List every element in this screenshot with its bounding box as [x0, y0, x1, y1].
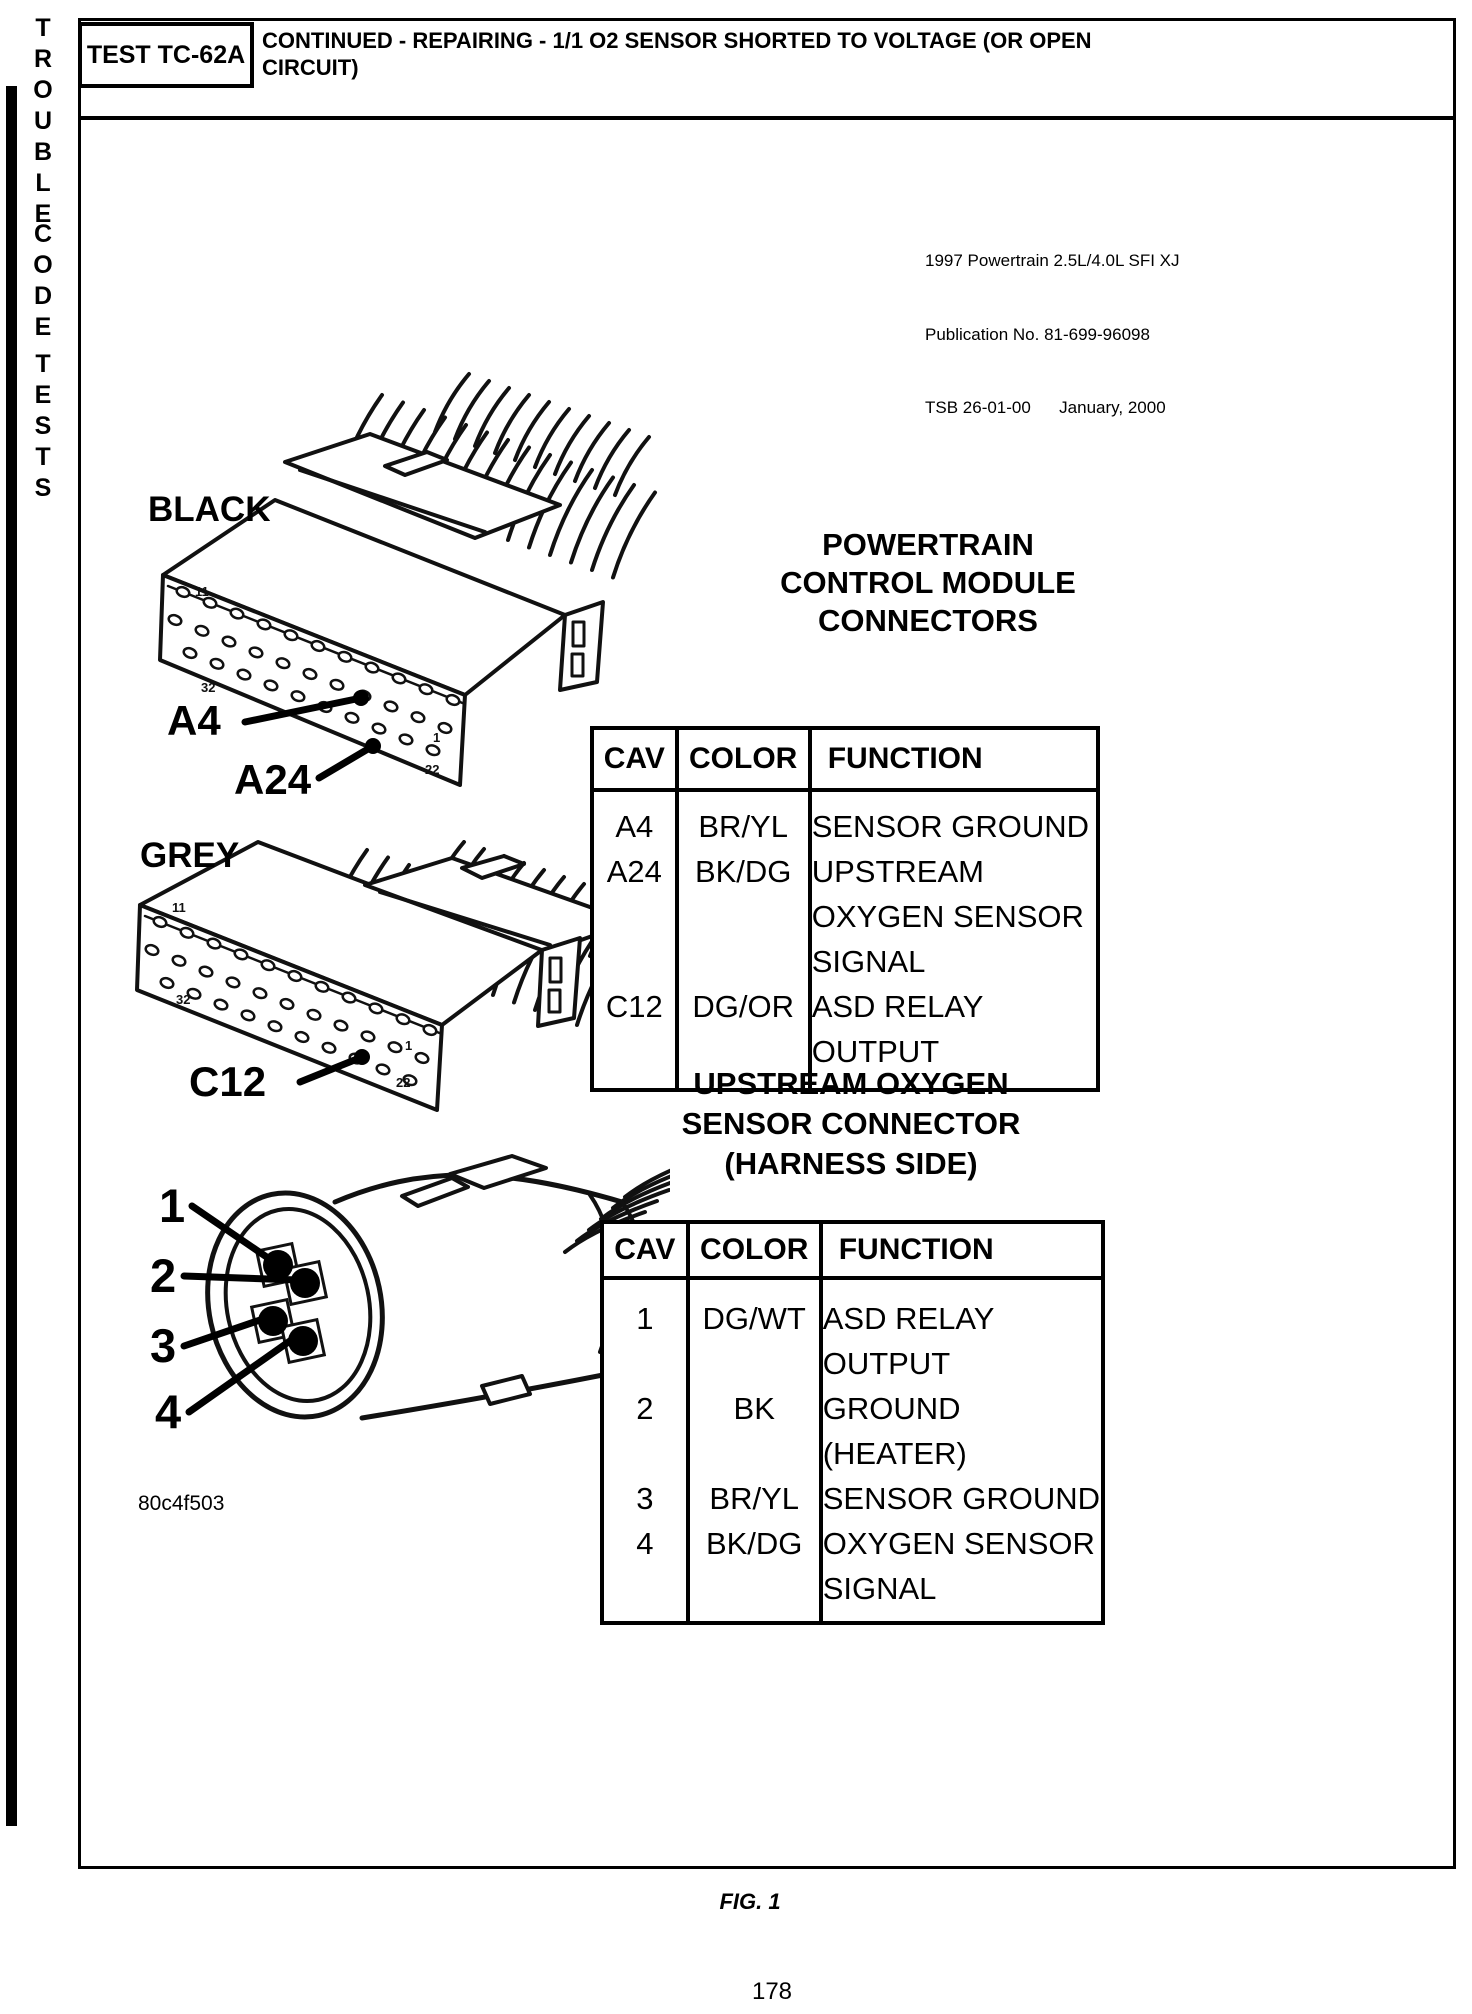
binding-bar	[6, 86, 17, 1826]
table-row	[602, 1476, 1103, 1521]
o2-pin3-label: 3	[150, 1319, 177, 1372]
black-pin-number-bl: 32	[201, 680, 216, 695]
publication-info	[925, 200, 1180, 470]
header-cav: CAV	[602, 1222, 688, 1278]
cell-color: BR/YL	[688, 1476, 821, 1521]
cell-color: BR/YL	[677, 790, 810, 849]
cell-function: ASD RELAY OUTPUT	[810, 984, 1098, 1090]
black-connector-label: BLACK	[148, 490, 271, 529]
header-cav: CAV	[592, 728, 677, 790]
page-title: CONTINUED - REPAIRING - 1/1 O2 SENSOR SHORTED TO VOLTAGE (OR OPEN CIRCUIT)	[262, 28, 1092, 80]
header-divider	[78, 116, 1453, 120]
figure-caption: FIG. 1	[719, 1889, 781, 1914]
table-row	[592, 790, 1098, 849]
cell-function: OXYGEN SENSOR SIGNAL	[821, 1521, 1103, 1623]
cell-color: DG/OR	[677, 984, 810, 1090]
cell-cav: A24	[592, 849, 677, 984]
cell-cav: 3	[602, 1476, 688, 1521]
cell-cav: 1	[602, 1278, 688, 1386]
sidebar-word-code: CODE	[29, 220, 57, 344]
cell-cav: 4	[602, 1521, 688, 1623]
sidebar-word-trouble: TROUBLE	[29, 14, 57, 231]
cell-function: SENSOR GROUND	[810, 790, 1098, 849]
header-color: COLOR	[688, 1222, 821, 1278]
leader-a24	[319, 746, 373, 778]
black-pin-number-tl: 11	[195, 584, 209, 599]
connector-bottom-tab	[482, 1376, 530, 1404]
publication-line: TSB 26-01-00 January, 2000	[925, 398, 1166, 417]
o2-sensor-connector-diagram	[150, 1140, 670, 1480]
cell-function: UPSTREAM OXYGEN SENSOR SIGNAL	[810, 849, 1098, 984]
o2-pin1-label: 1	[159, 1179, 186, 1232]
cell-color: BK	[688, 1386, 821, 1476]
table-row	[602, 1386, 1103, 1476]
cell-cav: C12	[592, 984, 677, 1090]
o2-pin2-label: 2	[150, 1249, 177, 1302]
header-function: FUNCTION	[821, 1222, 1103, 1278]
cell-function: SENSOR GROUND	[821, 1476, 1103, 1521]
publication-line: 1997 Powertrain 2.5L/4.0L SFI XJ	[925, 251, 1180, 270]
o2-pin4-label: 4	[155, 1385, 182, 1438]
cell-function: GROUND (HEATER)	[821, 1386, 1103, 1476]
black-pin-number-r2: 22	[425, 762, 440, 777]
sidebar-word-tests: TESTS	[29, 350, 57, 505]
table-row	[602, 1521, 1103, 1623]
table-row	[592, 849, 1098, 984]
page-number: 178	[751, 1978, 793, 2005]
grey-pin-number-r2: 22	[396, 1075, 411, 1090]
connector-bracket	[402, 1178, 468, 1206]
table-header-row	[592, 728, 1098, 790]
cell-cav: A4	[592, 790, 677, 849]
header-function: FUNCTION	[810, 728, 1098, 790]
pin-a4-label: A4	[167, 697, 221, 744]
grey-connector-label: GREY	[140, 836, 240, 875]
grey-pin-number-tl: 11	[172, 900, 186, 915]
publication-line: Publication No. 81-699-96098	[925, 324, 1150, 344]
grey-pin-number-r1: 1	[405, 1038, 413, 1053]
header-color: COLOR	[677, 728, 810, 790]
pcm-connectors-title: POWERTRAIN CONTROL MODULE CONNECTORS	[780, 527, 1076, 638]
test-id-box: TEST TC-62A	[78, 22, 254, 88]
black-pin-number-r1: 1	[433, 730, 441, 745]
pin-c12-label: C12	[189, 1058, 267, 1105]
cell-color: BK/DG	[677, 849, 810, 984]
figure-plate-code: 80c4f503	[138, 1492, 225, 1515]
pin-a24-label: A24	[234, 756, 312, 803]
o2-connector-table	[600, 1220, 1105, 1625]
table-row	[602, 1278, 1103, 1386]
cell-color: DG/WT	[688, 1278, 821, 1386]
o2-connector-title: UPSTREAM OXYGEN SENSOR CONNECTOR (HARNESS SIDE)	[681, 1066, 1021, 1181]
grey-pin-number-bl: 32	[176, 992, 191, 1007]
leader-pin2	[184, 1276, 298, 1280]
cell-function: ASD RELAY OUTPUT	[821, 1278, 1103, 1386]
table-header-row	[602, 1222, 1103, 1278]
cell-cav: 2	[602, 1386, 688, 1476]
cell-color: BK/DG	[688, 1521, 821, 1623]
pcm-connector-table	[590, 726, 1100, 1092]
